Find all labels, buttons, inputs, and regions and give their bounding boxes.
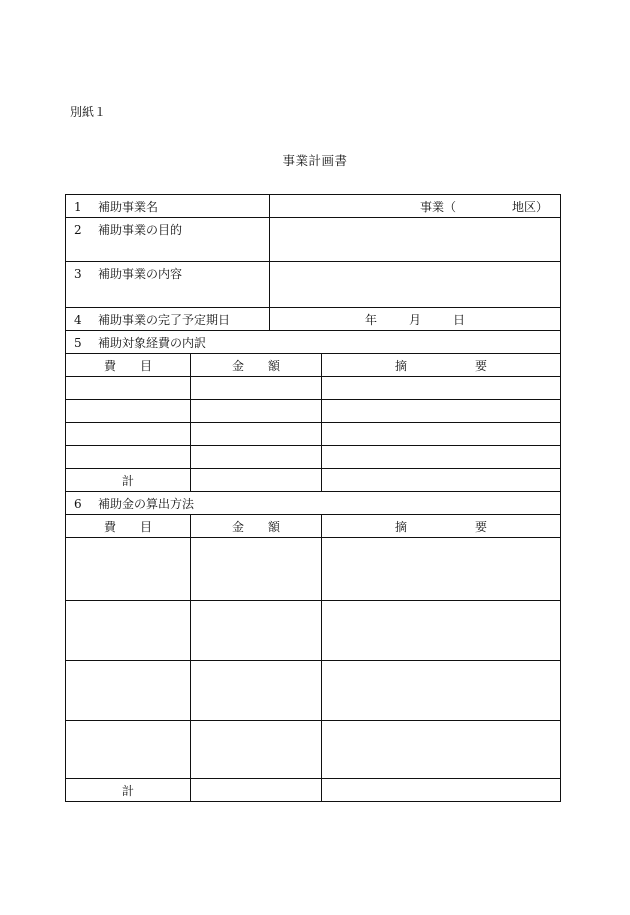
header-cost-item: 費 目: [66, 515, 191, 538]
label-breakdown: 5 補助対象経費の内訳: [66, 331, 561, 354]
row-purpose: [66, 218, 561, 262]
cell-summary[interactable]: [322, 661, 561, 721]
cell-amount[interactable]: [191, 400, 322, 423]
document-title: 事業計画書: [282, 153, 348, 168]
header-cost-item: 費 目: [66, 354, 191, 377]
calculation-row: [66, 538, 561, 601]
cell-amount[interactable]: [191, 721, 322, 779]
cell-cost-item[interactable]: [66, 446, 191, 469]
cell-amount[interactable]: [191, 377, 322, 400]
field-content[interactable]: [270, 262, 561, 308]
cell-amount[interactable]: [191, 601, 322, 661]
calculation-row: [66, 601, 561, 661]
label-completion-date: 4 補助事業の完了予定期日: [66, 308, 270, 331]
field-project-name[interactable]: [270, 195, 561, 218]
cell-cost-item[interactable]: [66, 423, 191, 446]
breakdown-column-headers: [66, 354, 561, 377]
breakdown-total-summary[interactable]: [322, 469, 561, 492]
month-label: 月: [409, 312, 422, 327]
calculation-row: [66, 661, 561, 721]
header-summary: 摘 要: [322, 515, 561, 538]
year-label: 年: [365, 312, 378, 327]
cell-summary[interactable]: [322, 446, 561, 469]
label-content: 3 補助事業の内容: [66, 262, 270, 308]
cell-cost-item[interactable]: [66, 538, 191, 601]
cell-summary[interactable]: [322, 400, 561, 423]
calculation-total-label: 計: [66, 779, 191, 802]
field-completion-date[interactable]: [270, 308, 561, 331]
label-calculation: 6 補助金の算出方法: [66, 492, 561, 515]
cell-summary[interactable]: [322, 721, 561, 779]
cell-amount[interactable]: [191, 446, 322, 469]
breakdown-row: [66, 446, 561, 469]
business-plan-table: [65, 194, 561, 802]
breakdown-total-amount[interactable]: [191, 469, 322, 492]
row-breakdown-heading: [66, 331, 561, 354]
breakdown-total-label: 計: [66, 469, 191, 492]
cell-amount[interactable]: [191, 423, 322, 446]
cell-cost-item[interactable]: [66, 661, 191, 721]
breakdown-row: [66, 423, 561, 446]
row-project-name: [66, 195, 561, 218]
breakdown-total-row: [66, 469, 561, 492]
label-purpose: 2 補助事業の目的: [66, 218, 270, 262]
calculation-row: [66, 721, 561, 779]
calculation-total-summary[interactable]: [322, 779, 561, 802]
calculation-column-headers: [66, 515, 561, 538]
cell-cost-item[interactable]: [66, 601, 191, 661]
breakdown-row: [66, 400, 561, 423]
header-amount: 金 額: [191, 354, 322, 377]
header-amount: 金 額: [191, 515, 322, 538]
row-completion-date: [66, 308, 561, 331]
day-label: 日: [453, 312, 466, 327]
field-purpose[interactable]: [270, 218, 561, 262]
project-name-suffix: 地区）: [512, 199, 549, 214]
header-summary: 摘 要: [322, 354, 561, 377]
cell-summary[interactable]: [322, 377, 561, 400]
project-name-prefix: 事業（: [419, 199, 456, 214]
cell-summary[interactable]: [322, 601, 561, 661]
row-content: [66, 262, 561, 308]
cell-summary[interactable]: [322, 423, 561, 446]
calculation-total-row: [66, 779, 561, 802]
cell-cost-item[interactable]: [66, 400, 191, 423]
cell-summary[interactable]: [322, 538, 561, 601]
row-calculation-heading: [66, 492, 561, 515]
cell-cost-item[interactable]: [66, 377, 191, 400]
breakdown-row: [66, 377, 561, 400]
label-project-name: 1 補助事業名: [66, 195, 270, 218]
cell-amount[interactable]: [191, 538, 322, 601]
calculation-total-amount[interactable]: [191, 779, 322, 802]
cell-cost-item[interactable]: [66, 721, 191, 779]
cell-amount[interactable]: [191, 661, 322, 721]
attachment-label: 別紙１: [70, 105, 107, 119]
